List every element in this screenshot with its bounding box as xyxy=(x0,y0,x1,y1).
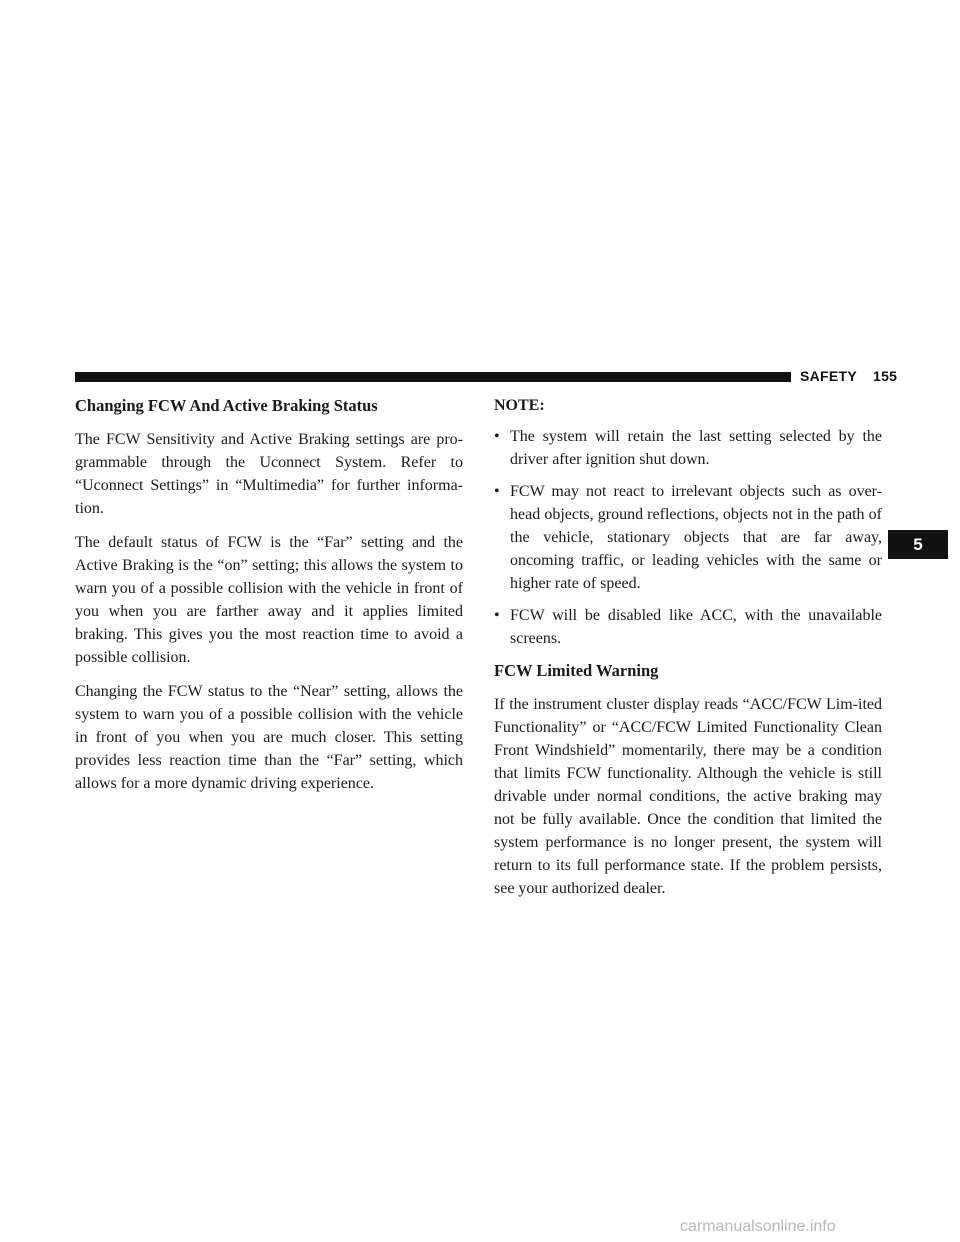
right-column xyxy=(494,394,882,911)
note-text: FCW may not react to irrelevant objects such as over-head objects, ground reflections, objects not in the path of the vehicle, stationary objects that are far away, oncoming traffic, or leading vehicles with the same or higher rate of speed. xyxy=(510,483,882,592)
note-text: FCW will be disabled like ACC, with the unavailable screens. xyxy=(510,607,882,647)
bullet-icon: • xyxy=(494,483,500,500)
list-item xyxy=(494,604,882,650)
left-column xyxy=(75,394,463,806)
bullet-icon: • xyxy=(494,607,500,624)
list-item xyxy=(494,480,882,595)
note-list xyxy=(494,425,882,650)
section-heading-fcw-limited-warning: FCW Limited Warning xyxy=(494,661,659,680)
watermark: carmanualsonline.info xyxy=(680,1218,836,1235)
paragraph-programmable: The FCW Sensitivity and Active Braking settings are pro-grammable through the Uconnect System. Refer to “Uconnect Settings” in “Multimedia” for further informa-tion. xyxy=(75,431,463,517)
section-heading-changing-fcw: Changing FCW And Active Braking Status xyxy=(75,396,378,415)
bullet-icon: • xyxy=(494,428,500,445)
running-head xyxy=(800,368,897,384)
chapter-tab: 5 xyxy=(888,530,948,559)
paragraph-near-setting: Changing the FCW status to the “Near” setting, allows the system to warn you of a possible collision with the vehicle in front of you when you are much closer. This setting provides less reaction time than the “Far” setting, which allows for a more dynamic driving experience. xyxy=(75,683,463,792)
page-number: 155 xyxy=(872,368,898,384)
paragraph-default-status: The default status of FCW is the “Far” setting and the Active Braking is the “on” setting; this allows the system to warn you of a possible collision with the vehicle in front of you when you are farther away and it applies limited braking. This gives you the most reaction time to avoid a possible collision. xyxy=(75,534,463,666)
list-item xyxy=(494,425,882,471)
note-label: NOTE: xyxy=(494,397,545,414)
section-title: SAFETY xyxy=(800,368,857,384)
header-rule xyxy=(75,372,791,382)
note-text: The system will retain the last setting selected by the driver after ignition shut down. xyxy=(510,428,882,468)
paragraph-limited-functionality: If the instrument cluster display reads “ACC/FCW Lim-ited Functionality” or “ACC/FCW Limited Functionality Clean Front Windshield” momentarily, there may be a condition that limits FCW functionality. Although the vehicle is still drivable under normal conditions, the active braking may not be fully available. Once the condition that limited the system performance is no longer present, the system will return to its full performance state. If the problem persists, see your authorized dealer. xyxy=(494,696,882,897)
